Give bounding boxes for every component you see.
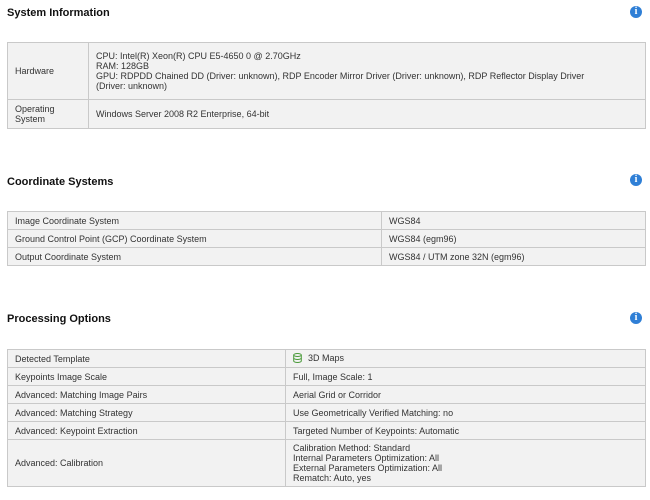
row-label: Advanced: Keypoint Extraction xyxy=(8,422,286,440)
row-label: Detected Template xyxy=(8,350,286,368)
value-line: CPU: Intel(R) Xeon(R) CPU E5-4650 0 @ 2.70GHz xyxy=(96,51,301,61)
row-label: Keypoints Image Scale xyxy=(8,368,286,386)
row-value xyxy=(286,440,646,487)
coordinate-systems-table xyxy=(7,211,646,266)
row-label: Output Coordinate System xyxy=(8,248,382,266)
row-label-operating-system xyxy=(8,100,89,129)
value-line: External Parameters Optimization: All xyxy=(293,463,443,473)
info-icon[interactable]: i xyxy=(630,174,642,186)
table-row xyxy=(8,422,646,440)
value-line: Calibration Method: Standard xyxy=(293,443,411,453)
table-row xyxy=(8,368,646,386)
row-value: WGS84 (egm96) xyxy=(382,230,646,248)
row-label: Ground Control Point (GCP) Coordinate System xyxy=(8,230,382,248)
value-line: RAM: 128GB xyxy=(96,61,150,71)
row-label-hardware: Hardware xyxy=(8,43,89,100)
section-title-processing-options: Processing Options xyxy=(7,313,111,325)
value-line: Rematch: Auto, yes xyxy=(293,473,372,483)
database-icon xyxy=(293,353,302,363)
table-row xyxy=(8,386,646,404)
row-value: Aerial Grid or Corridor xyxy=(286,386,646,404)
info-icon[interactable]: i xyxy=(630,6,642,18)
value-line: (Driver: unknown) xyxy=(96,81,168,91)
value-line: Internal Parameters Optimization: All xyxy=(293,453,440,463)
table-row xyxy=(8,212,646,230)
section-title-coordinate-systems: Coordinate Systems xyxy=(7,176,114,188)
table-row xyxy=(8,404,646,422)
row-value: Full, Image Scale: 1 xyxy=(286,368,646,386)
system-information-table xyxy=(7,42,646,129)
row-label: Advanced: Matching Strategy xyxy=(8,404,286,422)
table-row xyxy=(8,43,646,100)
hardware-value xyxy=(89,43,646,100)
table-row xyxy=(8,350,646,368)
table-row xyxy=(8,100,646,129)
row-value: WGS84 / UTM zone 32N (egm96) xyxy=(382,248,646,266)
operating-system-value: Windows Server 2008 R2 Enterprise, 64-bit xyxy=(89,100,646,129)
row-value: Use Geometrically Verified Matching: no xyxy=(286,404,646,422)
info-icon[interactable]: i xyxy=(630,312,642,324)
row-value: Targeted Number of Keypoints: Automatic xyxy=(286,422,646,440)
table-row xyxy=(8,440,646,487)
processing-options-table xyxy=(7,349,646,487)
value-line: GPU: RDPDD Chained DD (Driver: unknown), RDP Encoder Mirror Driver (Driver: unknown), RDP Reflector Display Driver xyxy=(96,71,585,81)
row-label: Advanced: Matching Image Pairs xyxy=(8,386,286,404)
section-title-system-information: System Information xyxy=(7,7,110,19)
label-line: System xyxy=(15,114,46,124)
template-name: 3D Maps xyxy=(308,353,345,364)
row-value: WGS84 xyxy=(382,212,646,230)
table-row xyxy=(8,230,646,248)
row-value xyxy=(286,350,646,368)
label-line: Operating xyxy=(15,104,55,114)
row-label: Image Coordinate System xyxy=(8,212,382,230)
row-label: Advanced: Calibration xyxy=(8,440,286,487)
table-row xyxy=(8,248,646,266)
